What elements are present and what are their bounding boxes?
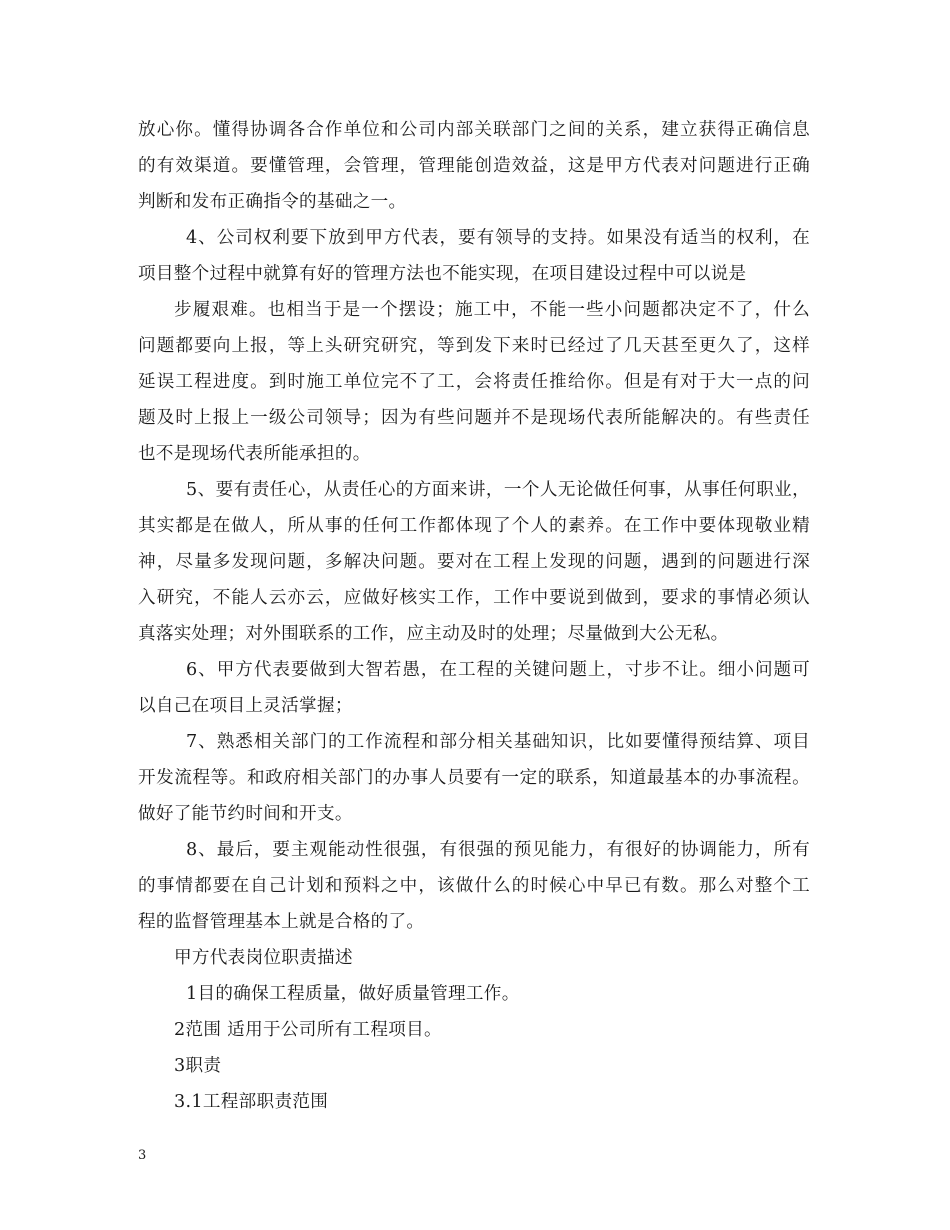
page-number: 3 xyxy=(138,1148,147,1163)
text-line: 3.1工程部职责范围 xyxy=(174,1092,329,1112)
section-heading: 甲方代表岗位职责描述 xyxy=(174,948,353,968)
text-line: 7、熟悉相关部门的工作流程和部分相关基础知识，比如要懂得预结算、项目 xyxy=(186,732,810,752)
text-line: 4、公司权利要下放到甲方代表，要有领导的支持。如果没有适当的权利，在 xyxy=(186,228,810,248)
text-line: 问题都要向上报，等上头研究研究，等到发下来时已经过了几天甚至更久了，这样 xyxy=(138,336,810,356)
text-line: 2范围 适用于公司所有工程项目。 xyxy=(174,1020,442,1040)
text-line: 题及时上报上一级公司领导；因为有些问题并不是现场代表所能解决的。有些责任 xyxy=(138,408,810,428)
text-line: 入研究，不能人云亦云，应做好核实工作，工作中要说到做到，要求的事情必须认 xyxy=(138,588,810,608)
text-line: 程的监督管理基本上就是合格的了。 xyxy=(138,912,425,932)
text-line: 判断和发布正确指令的基础之一。 xyxy=(138,192,407,212)
text-line: 也不是现场代表所能承担的。 xyxy=(138,444,371,464)
text-line: 1目的确保工程质量，做好质量管理工作。 xyxy=(186,984,520,1004)
text-line: 6、甲方代表要做到大智若愚，在工程的关键问题上，寸步不让。细小问题可 xyxy=(186,660,810,680)
text-line: 以自己在项目上灵活掌握； xyxy=(138,696,353,716)
text-line: 的事情都要在自己计划和预料之中，该做什么的时候心中早已有数。那么对整个工 xyxy=(138,876,810,896)
text-line: 的有效渠道。要懂管理，会管理，管理能创造效益，这是甲方代表对问题进行正确 xyxy=(138,156,810,176)
text-line: 项目整个过程中就算有好的管理方法也不能实现，在项目建设过程中可以说是 xyxy=(138,264,747,284)
text-line: 放心你。懂得协调各合作单位和公司内部关联部门之间的关系，建立获得正确信息 xyxy=(138,120,810,140)
text-line: 步履艰难。也相当于是一个摆设；施工中，不能一些小问题都决定不了，什么 xyxy=(174,300,810,320)
text-line: 神，尽量多发现问题，多解决问题。要对在工程上发现的问题，遇到的问题进行深 xyxy=(138,552,810,572)
text-line: 开发流程等。和政府相关部门的办事人员要有一定的联系，知道最基本的办事流程。 xyxy=(138,768,810,788)
text-line: 其实都是在做人，所从事的任何工作都体现了个人的素养。在工作中要体现敬业精 xyxy=(138,516,810,536)
text-line: 延误工程进度。到时施工单位完不了工，会将责任推给你。但是有对于大一点的问 xyxy=(138,372,810,392)
text-line: 3职责 xyxy=(174,1056,222,1076)
text-line: 真落实处理；对外围联系的工作，应主动及时的处理；尽量做到大公无私。 xyxy=(138,624,729,644)
text-line: 8、最后，要主观能动性很强，有很强的预见能力，有很好的协调能力，所有 xyxy=(186,840,810,860)
text-line: 5、要有责任心，从责任心的方面来讲，一个人无论做任何事，从事任何职业， xyxy=(186,480,810,500)
text-line: 做好了能节约时间和开支。 xyxy=(138,804,353,824)
